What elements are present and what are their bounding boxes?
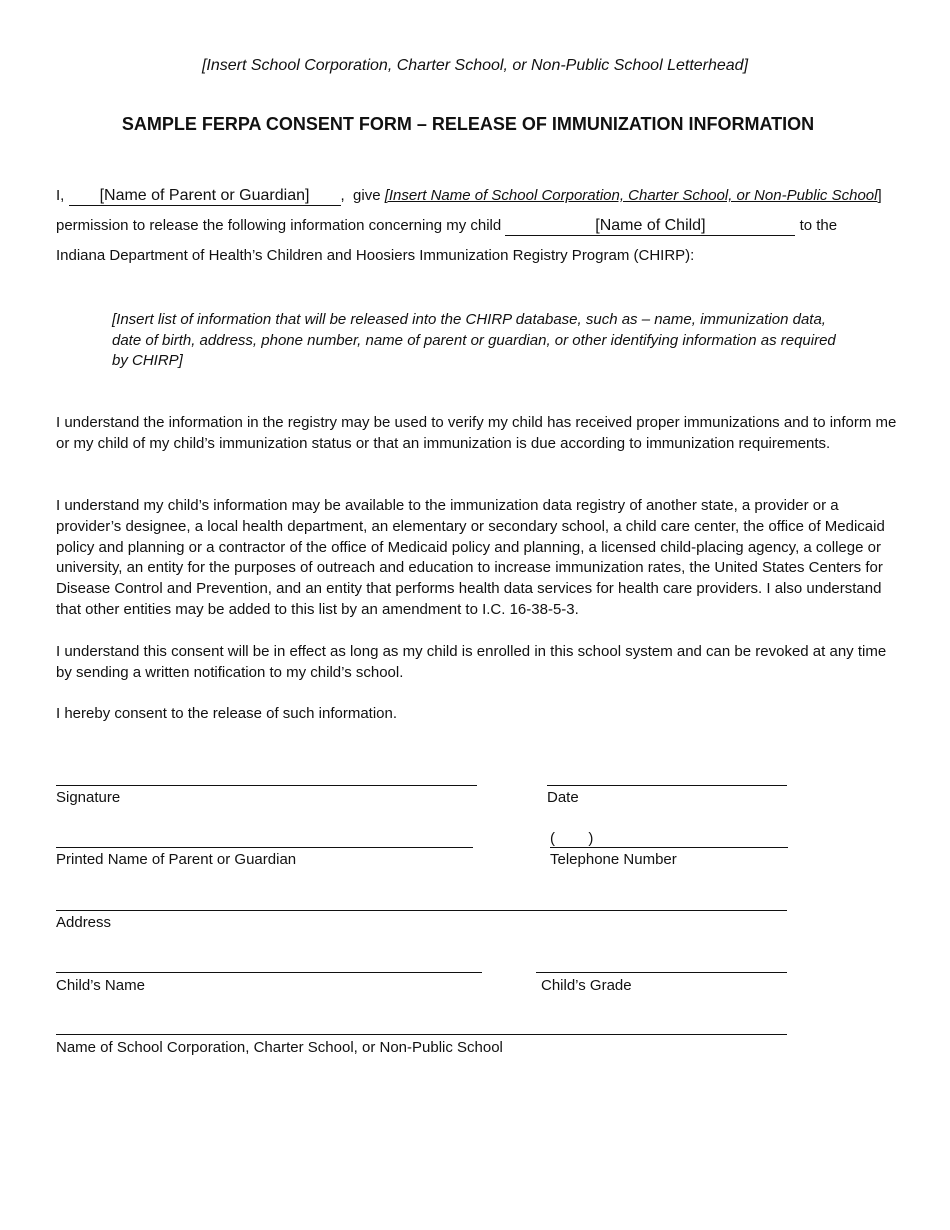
consent-give: , give bbox=[340, 187, 381, 204]
consent-line-3: Indiana Department of Health’s Children and Hoosiers Immunization Registry Program (CHIRP): bbox=[56, 247, 695, 264]
telephone-line[interactable] bbox=[550, 847, 788, 848]
signature-label: Signature bbox=[56, 789, 121, 806]
signature-line[interactable] bbox=[56, 785, 477, 786]
address-label: Address bbox=[56, 914, 112, 931]
phone-area-code-parens: ( ) bbox=[550, 830, 594, 847]
school-name-line[interactable] bbox=[56, 1034, 787, 1035]
paragraph-registry-use: I understand the information in the registry may be used to verify my child has received proper immunizations and to inform me or my child of my child’s immunization status or that an immunization is due according to immunization requirements. bbox=[56, 414, 897, 452]
paragraph-consent-duration: I understand this consent will be in effect as long as my child is enrolled in this school system and can be revoked at any time by sending a written notification to my child’s school. bbox=[56, 643, 887, 681]
consent-line-1 bbox=[56, 187, 882, 206]
childs-grade-line[interactable] bbox=[536, 972, 787, 973]
printed-name-label: Printed Name of Parent or Guardian bbox=[56, 851, 297, 868]
address-line[interactable] bbox=[56, 910, 787, 911]
info-list-placeholder: [Insert list of information that will be released into the CHIRP database, such as – name, immunization data, date of birth, address, phone number, name of parent or guardian, or other identifying information as required by CHIRP] bbox=[112, 311, 836, 369]
school-field-close: ] bbox=[877, 187, 882, 204]
date-label: Date bbox=[547, 789, 579, 806]
consent-prefix: I, bbox=[56, 187, 65, 204]
printed-name-line[interactable] bbox=[56, 847, 473, 848]
paragraph-hereby-consent: I hereby consent to the release of such information. bbox=[56, 705, 398, 722]
paragraph-data-availability: I understand my child’s information may be available to the immunization data registry of another state, a provider or a provider’s designee, a local health department, an elementary or secondary school, a child care center, the office of Medicaid policy and planning or a contractor of the office of Medicaid policy and planning, a licensed child-placing agency, a college or university, an entity for the purposes of outreach and education to increase immunization rates, the United States Centers for Disease Control and Prevention, and an entity that performs health data services for health care providers. I also understand that other entities may be added to this list by an amendment to I.C. 16-38-5-3. bbox=[56, 497, 885, 618]
consent-line2-suffix: to the bbox=[799, 217, 838, 234]
page-title: SAMPLE FERPA CONSENT FORM – RELEASE OF IMMUNIZATION INFORMATION bbox=[121, 114, 815, 134]
school-name-field[interactable]: [Insert Name of School Corporation, Charter School, or Non-Public School bbox=[384, 187, 878, 204]
consent-line2-prefix: permission to release the following information concerning my child bbox=[56, 217, 502, 234]
childs-grade-label: Child’s Grade bbox=[541, 977, 632, 994]
childs-name-line[interactable] bbox=[56, 972, 482, 973]
date-line[interactable] bbox=[547, 785, 787, 786]
consent-line-2 bbox=[56, 217, 837, 236]
telephone-label: Telephone Number bbox=[550, 851, 677, 868]
parent-name-field[interactable]: [Name of Parent or Guardian] bbox=[69, 187, 341, 206]
letterhead-placeholder: [Insert School Corporation, Charter School, or Non-Public School Letterhead] bbox=[201, 57, 749, 74]
child-name-field[interactable]: [Name of Child] bbox=[505, 217, 795, 236]
school-name-label: Name of School Corporation, Charter School, or Non-Public School bbox=[56, 1039, 503, 1056]
childs-name-label: Child’s Name bbox=[56, 977, 145, 994]
